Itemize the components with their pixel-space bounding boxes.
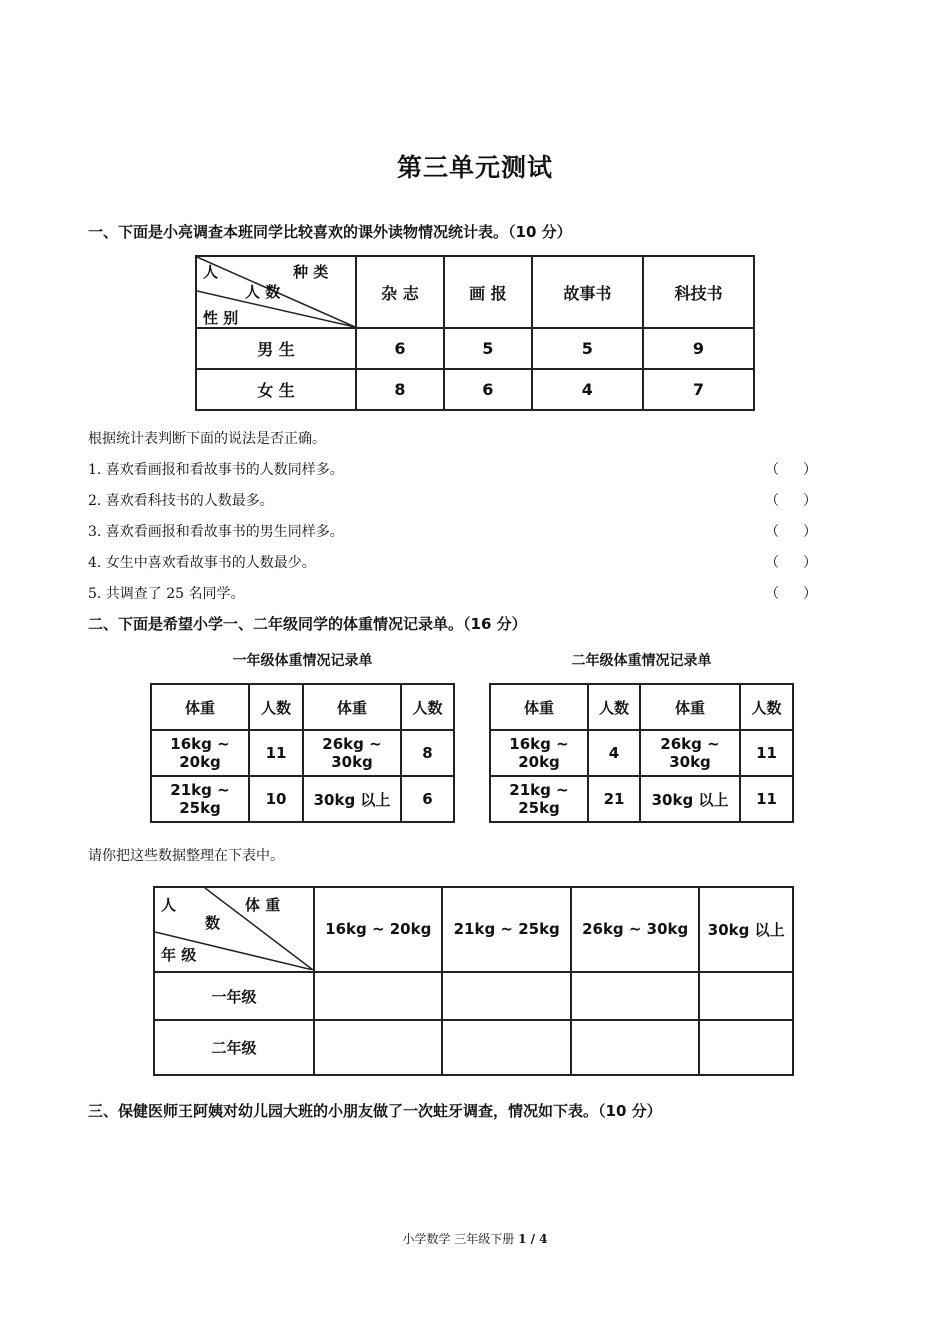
- row-label: 男 生: [196, 328, 356, 369]
- col-header: 人数: [401, 684, 454, 730]
- answer-cell[interactable]: [699, 1020, 793, 1075]
- grade1-table-title: 一年级体重情况记录单: [232, 653, 373, 669]
- table-cell: 30kg 以上: [640, 776, 740, 822]
- table-row: [196, 369, 754, 410]
- page-title: 第三单元测试: [396, 153, 553, 182]
- col-header: 人数: [588, 684, 640, 730]
- table-cell: 11: [740, 730, 793, 776]
- page-number: 1 / 4: [518, 1232, 548, 1246]
- col-header: 体重: [151, 684, 249, 730]
- table-cell: 5: [444, 328, 532, 369]
- corner-label-weight: 体 重: [245, 896, 281, 914]
- table-cell: 26kg ~ 30kg: [640, 730, 740, 776]
- col-header: 画 报: [444, 256, 532, 328]
- section2-instruction: 请你把这些数据整理在下表中。: [88, 848, 284, 864]
- answer-blank[interactable]: （ ）: [765, 524, 817, 540]
- corner-label-category: 种 类: [293, 263, 329, 281]
- table-cell: 16kg ~ 20kg: [151, 730, 249, 776]
- table-row: [151, 776, 454, 822]
- col-header: 人数: [740, 684, 793, 730]
- statement: 4. 女生中喜欢看故事书的人数最少。: [88, 555, 316, 571]
- table-cell: 30kg 以上: [303, 776, 401, 822]
- table-cell: 7: [643, 369, 754, 410]
- col-header: 体重: [303, 684, 401, 730]
- section3-heading: 三、保健医师王阿姨对幼儿园大班的小朋友做了一次蛀牙调查，情况如下表。（10 分）: [88, 1102, 662, 1120]
- table-cell: 4: [532, 369, 643, 410]
- reading-table-corner: [196, 256, 356, 328]
- col-header: 16kg ~ 20kg: [314, 887, 442, 972]
- row-label: 二年级: [154, 1020, 314, 1075]
- col-header: 体重: [640, 684, 740, 730]
- answer-cell[interactable]: [571, 972, 699, 1021]
- table-cell: 6: [444, 369, 532, 410]
- page-footer: [0, 1230, 950, 1247]
- col-header: 30kg 以上: [699, 887, 793, 972]
- section1-heading: 一、下面是小亮调查本班同学比较喜欢的课外读物情况统计表。（10 分）: [88, 223, 572, 241]
- answer-blank[interactable]: （ ）: [765, 586, 817, 602]
- table-row: [154, 1020, 793, 1075]
- table-cell: 10: [249, 776, 303, 822]
- table-cell: 16kg ~ 20kg: [490, 730, 588, 776]
- table-cell: 5: [532, 328, 643, 369]
- corner-label-count: 人 数: [245, 283, 281, 301]
- answer-cell[interactable]: [699, 972, 793, 1021]
- grade1-weight-table: [150, 683, 455, 823]
- col-header: 26kg ~ 30kg: [571, 887, 699, 972]
- table-cell: 11: [740, 776, 793, 822]
- table-cell: 6: [356, 328, 444, 369]
- summary-table: [153, 886, 794, 1076]
- corner-label-grade: 年 级: [161, 946, 197, 964]
- footer-text: 小学数学 三年级下册: [402, 1232, 519, 1246]
- table-row: [490, 776, 793, 822]
- table-cell: 4: [588, 730, 640, 776]
- corner-label-gender: 性 别: [203, 309, 239, 327]
- table-row: [151, 730, 454, 776]
- col-header: 体重: [490, 684, 588, 730]
- answer-blank[interactable]: （ ）: [765, 493, 817, 509]
- answer-cell[interactable]: [314, 972, 442, 1021]
- corner-label-ren: 人: [203, 263, 219, 281]
- grade2-table-title: 二年级体重情况记录单: [571, 653, 712, 669]
- answer-cell[interactable]: [314, 1020, 442, 1075]
- row-label: 女 生: [196, 369, 356, 410]
- statement: 1. 喜欢看画报和看故事书的人数同样多。: [88, 462, 344, 478]
- reading-table: [195, 255, 755, 411]
- table-row: [154, 972, 793, 1021]
- table-cell: 21kg ~ 25kg: [490, 776, 588, 822]
- col-header: 故事书: [532, 256, 643, 328]
- answer-blank[interactable]: （ ）: [765, 555, 817, 571]
- corner-label-count: 数: [205, 914, 221, 932]
- table-cell: 6: [401, 776, 454, 822]
- answer-cell[interactable]: [571, 1020, 699, 1075]
- table-cell: 8: [401, 730, 454, 776]
- col-header: 人数: [249, 684, 303, 730]
- answer-cell[interactable]: [442, 1020, 570, 1075]
- table-cell: 11: [249, 730, 303, 776]
- table-cell: 26kg ~ 30kg: [303, 730, 401, 776]
- col-header: 21kg ~ 25kg: [442, 887, 570, 972]
- row-label: 一年级: [154, 972, 314, 1021]
- table-cell: 21kg ~ 25kg: [151, 776, 249, 822]
- table-cell: 21: [588, 776, 640, 822]
- table-row: [490, 730, 793, 776]
- table-cell: 9: [643, 328, 754, 369]
- section2-heading: 二、下面是希望小学一、二年级同学的体重情况记录单。（16 分）: [88, 615, 527, 633]
- grade2-weight-table: [489, 683, 794, 823]
- answer-blank[interactable]: （ ）: [765, 462, 817, 478]
- summary-table-corner: [154, 887, 314, 972]
- corner-label-ren: 人: [161, 896, 177, 914]
- col-header: 科技书: [643, 256, 754, 328]
- statement: 5. 共调查了 25 名同学。: [88, 586, 245, 602]
- col-header: 杂 志: [356, 256, 444, 328]
- table-cell: 8: [356, 369, 444, 410]
- answer-cell[interactable]: [442, 972, 570, 1021]
- statement: 2. 喜欢看科技书的人数最多。: [88, 493, 274, 509]
- statement: 3. 喜欢看画报和看故事书的男生同样多。: [88, 524, 344, 540]
- table-row: [196, 328, 754, 369]
- section1-intro: 根据统计表判断下面的说法是否正确。: [88, 431, 326, 447]
